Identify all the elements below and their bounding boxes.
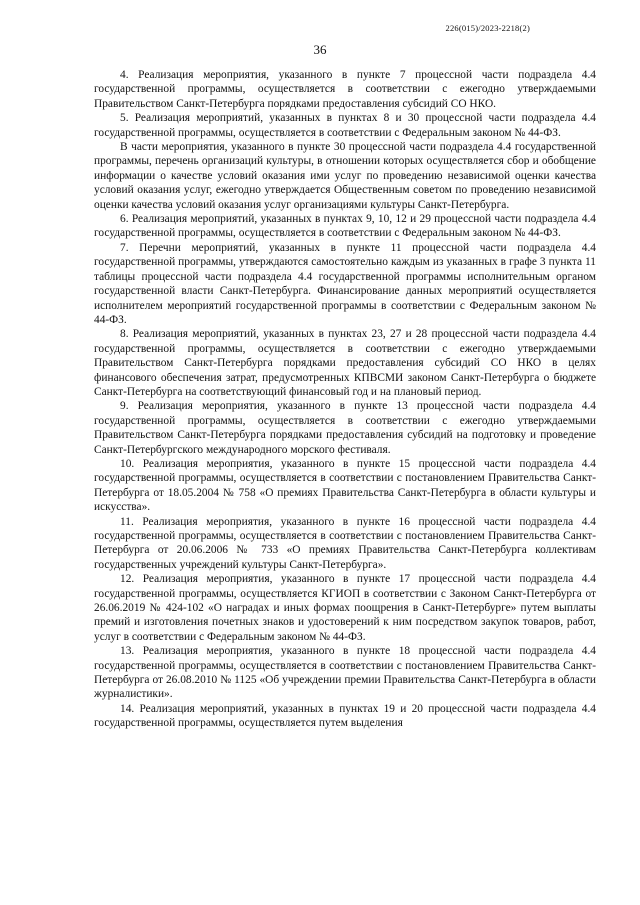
document-body bbox=[94, 68, 596, 731]
paragraph-item-5-continued: В части мероприятия, указанного в пункте 30 процессной части подраздела 4.4 государственной программы, перечень организаций культуры, в отношении которых осуществляется сбор и обобщение информации о качестве условий оказания ими услуг по проведению независимой оценки качества условий оказания услуг, ежегодно утверждается Общественным советом по проведению независимой оценки качества условий оказания услуг организациями культуры Санкт-Петербурга. bbox=[94, 141, 596, 211]
paragraph-item-7: 7. Перечни мероприятий, указанных в пункте 11 процессной части подраздела 4.4 государственной программы, утверждаются самостоятельно каждым из указанных в графе 3 пункта 11 таблицы процессной части подраздела 4.4 государственной программы исполнительным органом государственной власти Санкт-Петербурга. Финансирование данных мероприятий осуществляется исполнителем мероприятий государственной программы в соответствии с Федеральным законом № 44-ФЗ. bbox=[94, 241, 596, 326]
paragraph-item-6: 6. Реализация мероприятий, указанных в пунктах 9, 10, 12 и 29 процессной части подраздела 4.4 государственной программы, осуществляется в соответствии с Федеральным законом № 44-ФЗ. bbox=[94, 213, 596, 240]
paragraph-item-8: 8. Реализация мероприятий, указанных в пунктах 23, 27 и 28 процессной части подраздела 4.4 государственной программы, осуществляется в соответствии с ежегодно утверждаемыми Правительством Санкт-Петербурга порядками предоставления субсидий СО НКО в целях финансового обеспечения затрат, предусмотренных КПВСМИ законом Санкт-Петербурга о бюджете Санкт-Петербурга на соответствующий финансовый год и на плановый период. bbox=[94, 328, 596, 398]
paragraph-item-13: 13. Реализация мероприятия, указанного в пункте 18 процессной части подраздела 4.4 государственной программы, осуществляется в соответствии с постановлением Правительства Санкт-Петербурга от 26.08.2010 № 1125 «Об учреждении премии Правительства Санкт-Петербурга в области журналистики». bbox=[94, 645, 596, 701]
paragraph-item-11: 11. Реализация мероприятия, указанного в пункте 16 процессной части подраздела 4.4 государственной программы, осуществляется в соответствии с постановлением Правительства Санкт-Петербурга от 20.06.2006 № 733 «О премиях Правительства Санкт-Петербурга коллективам государственных учреждений культуры Санкт-Петербурга». bbox=[94, 515, 596, 571]
paragraph-item-4: 4. Реализация мероприятия, указанного в пункте 7 процессной части подраздела 4.4 государственной программы, осуществляется в соответствии с ежегодно утверждаемыми Правительством Санкт-Петербурга порядками предоставления субсидий СО НКО. bbox=[94, 69, 596, 110]
document-id: 226(015)/2023-2218(2) bbox=[445, 23, 530, 33]
paragraph-item-5: 5. Реализация мероприятий, указанных в пунктах 8 и 30 процессной части подраздела 4.4 государственной программы, осуществляется в соответствии с Федеральным законом № 44-ФЗ. bbox=[94, 112, 596, 139]
paragraph-item-10: 10. Реализация мероприятия, указанного в пункте 15 процессной части подраздела 4.4 государственной программы, осуществляется в соответствии с постановлением Правительства Санкт-Петербурга от 18.05.2004 № 758 «О премиях Правительства Санкт-Петербурга в области культуры и искусства». bbox=[94, 457, 596, 514]
paragraph-item-12: 12. Реализация мероприятия, указанного в пункте 17 процессной части подраздела 4.4 государственной программы, осуществляется КГИОП в соответствии с Законом Санкт-Петербурга от 26.06.2019 № 424-102 «О наградах и иных формах поощрения в Санкт-Петербурге» путем выплаты премий и изготовления почетных знаков и удостоверений к ним посредством закупок товаров, работ, услуг в соответствии с Федеральным законом № 44-ФЗ. bbox=[94, 573, 596, 643]
page-number: 36 bbox=[313, 42, 327, 57]
paragraph-item-14: 14. Реализация мероприятий, указанных в пунктах 19 и 20 процессной части подраздела 4.4 государственной программы, осуществляется путем выделения bbox=[94, 702, 596, 730]
paragraph-item-9: 9. Реализация мероприятия, указанного в пункте 13 процессной части подраздела 4.4 государственной программы, осуществляется в соответствии с ежегодно утверждаемыми Правительством Санкт-Петербурга порядками предоставления субсидий на подготовку и проведение Санкт-Петербургского международного морского фестиваля. bbox=[94, 400, 596, 456]
